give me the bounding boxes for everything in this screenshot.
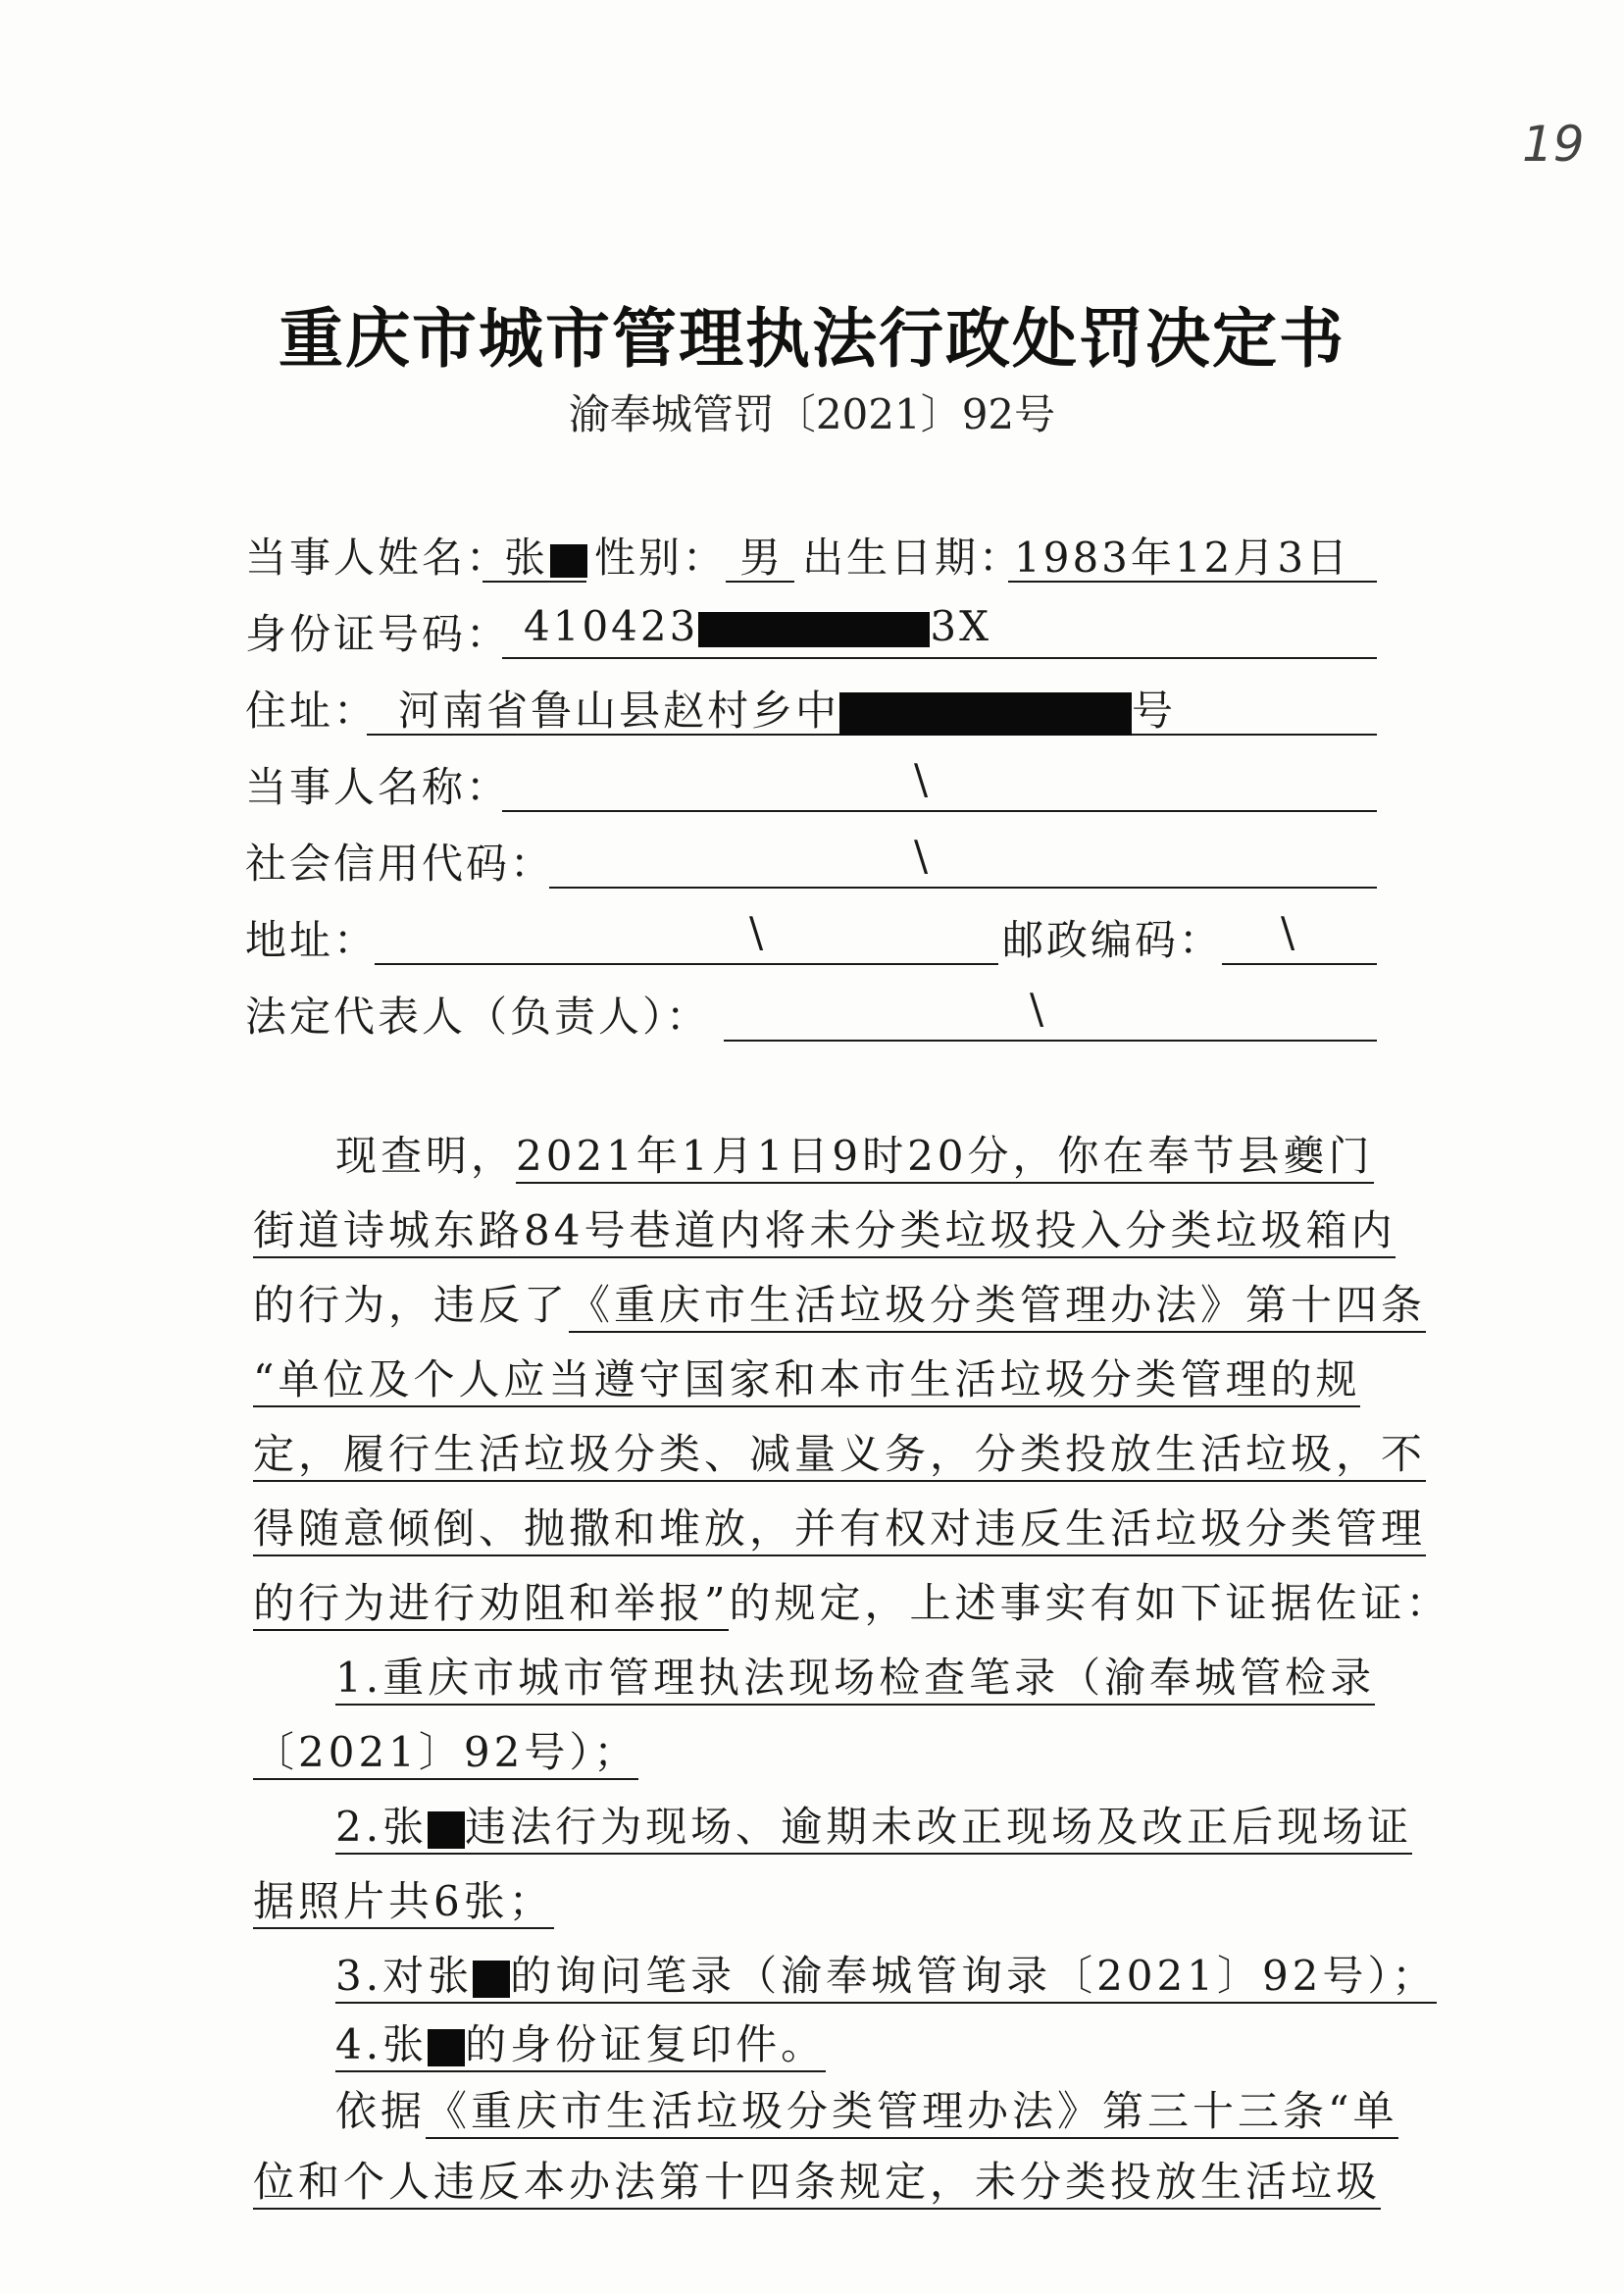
body-line-6: 得随意倾倒、抛撒和堆放，并有权对违反生活垃圾分类管理 xyxy=(253,1497,1426,1555)
entity-name-label: 当事人名称： xyxy=(245,763,511,811)
birth-value: 1983年12月3日 xyxy=(1014,534,1351,582)
body-line-7: 的行为进行劝阻和举报”的规定，上述事实有如下证据佐证： xyxy=(253,1571,1451,1630)
name-label: 当事人姓名： xyxy=(245,534,511,582)
evidence-2-line-1: 2.张 违法行为现场、逾期未改正现场及改正后现场证 xyxy=(335,1795,1412,1854)
body-line-5: 定，履行生活垃圾分类、减量义务，分类投放生活垃圾，不 xyxy=(253,1422,1426,1481)
address-label: 住址： xyxy=(245,687,379,735)
empty-mark: \ xyxy=(914,755,932,803)
empty-mark: \ xyxy=(914,832,932,880)
entity-address-field xyxy=(375,908,998,965)
body-line-3: 的行为，违反了《重庆市生活垃圾分类管理办法》第十四条 xyxy=(253,1273,1426,1332)
id-value: 410423 3X xyxy=(524,602,991,650)
id-label: 身份证号码： xyxy=(245,610,511,658)
evidence-2-line-2: 据照片共6张； xyxy=(253,1869,554,1928)
credit-code-label: 社会信用代码： xyxy=(245,840,555,888)
basis-line-1: 依据《重庆市生活垃圾分类管理办法》第三十三条“单 xyxy=(335,2079,1398,2138)
document-title: 重庆市城市管理执法行政处罚决定书 xyxy=(279,301,1345,377)
redaction-mark xyxy=(428,1811,465,1849)
representative-label: 法定代表人（负责人）： xyxy=(245,993,711,1041)
credit-code-field xyxy=(549,832,1377,889)
redaction-mark xyxy=(839,692,1132,736)
empty-mark: \ xyxy=(1281,908,1298,956)
gender-field xyxy=(726,526,794,583)
redaction-mark xyxy=(428,2029,465,2066)
basis-line-2: 位和个人违反本办法第十四条规定，未分类投放生活垃圾 xyxy=(253,2150,1381,2209)
empty-mark: \ xyxy=(749,908,767,956)
name-value: 张 xyxy=(504,526,587,585)
evidence-1-line-2: 〔2021〕92号）； xyxy=(253,1720,638,1779)
page-number: 19 xyxy=(1522,116,1585,173)
address-value: 河南省鲁山县赵村乡中 号 xyxy=(398,687,1177,735)
gender-value: 男 xyxy=(739,534,785,582)
evidence-1-line-1: 1.重庆市城市管理执法现场检查笔录（渝奉城管检录 xyxy=(335,1646,1375,1705)
empty-mark: \ xyxy=(1030,985,1047,1033)
entity-address-label: 地址： xyxy=(245,916,379,964)
name-field xyxy=(482,526,586,583)
evidence-3: 3.对张 的询问笔录（渝奉城管询录〔2021〕92号）； xyxy=(335,1944,1437,2003)
birth-field xyxy=(1008,526,1377,583)
postal-code-label: 邮政编码： xyxy=(1002,916,1224,964)
birth-label: 出生日期： xyxy=(802,534,1024,582)
representative-field xyxy=(724,985,1377,1042)
body-line-1: 现查明，2021年1月1日9时20分，你在奉节县夔门 xyxy=(335,1124,1374,1183)
redaction-mark xyxy=(473,1961,510,1998)
entity-name-field xyxy=(502,755,1377,812)
body-line-4: “单位及个人应当遵守国家和本市生活垃圾分类管理的规 xyxy=(253,1348,1360,1406)
postal-code-field xyxy=(1222,908,1377,965)
address-field xyxy=(367,679,1377,736)
evidence-4: 4.张 的身份证复印件。 xyxy=(335,2013,826,2071)
id-field xyxy=(502,602,1377,659)
document-number: 渝奉城管罚〔2021〕92号 xyxy=(568,390,1056,438)
gender-label: 性别： xyxy=(594,534,728,582)
redaction-mark xyxy=(550,544,587,578)
body-line-2: 街道诗城东路84号巷道内将未分类垃圾投入分类垃圾箱内 xyxy=(253,1198,1396,1257)
redaction-mark xyxy=(698,612,930,647)
